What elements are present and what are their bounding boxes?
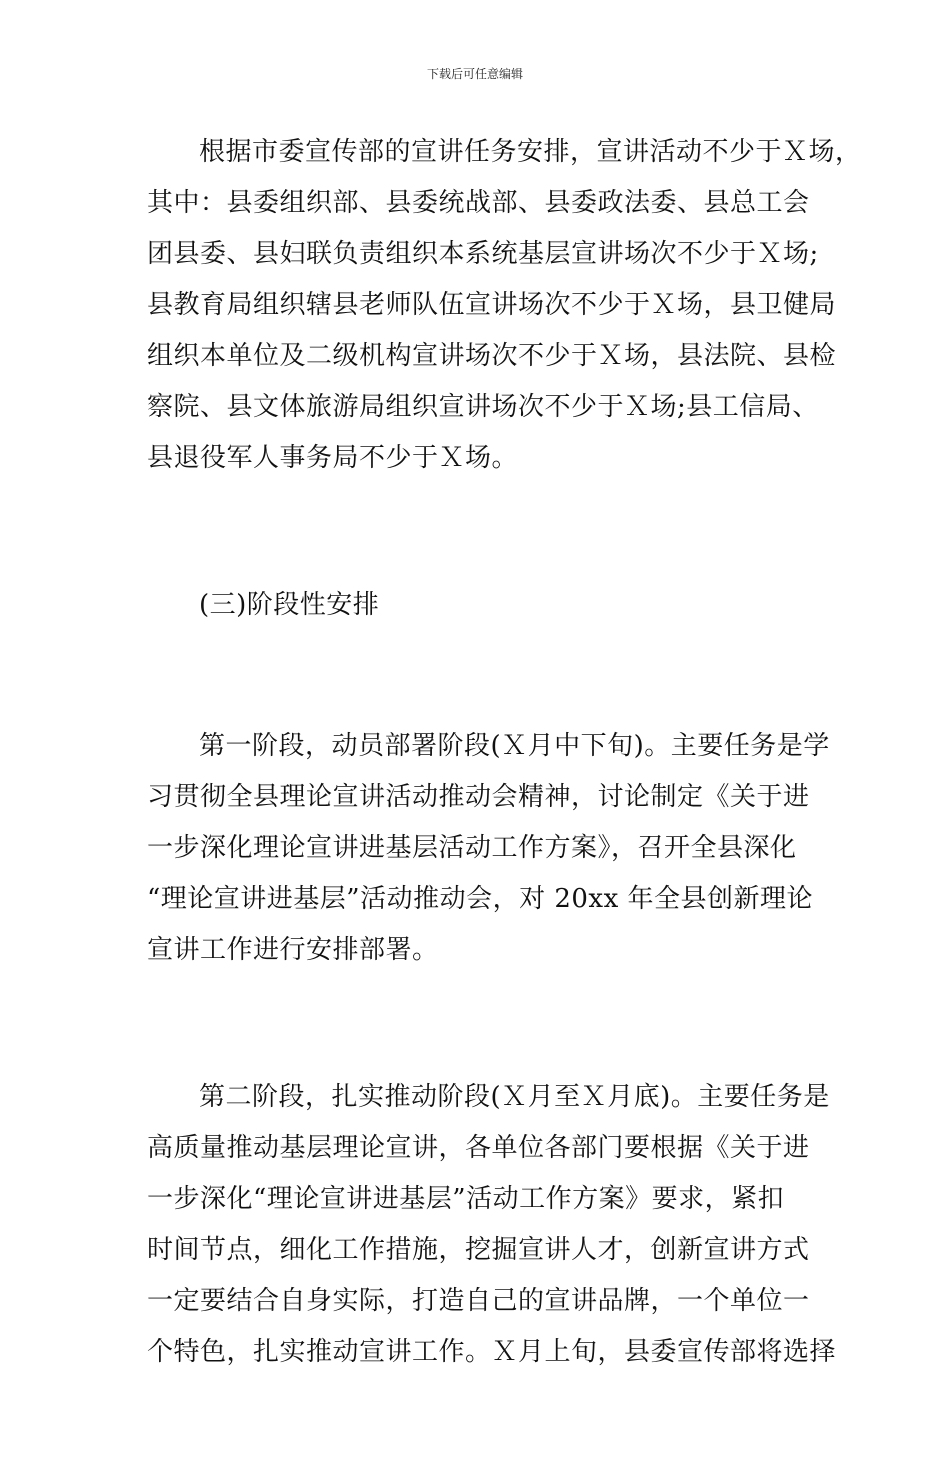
document-body	[147, 127, 862, 1474]
text-line: 一定要结合自身实际，打造自己的宣讲品牌，一个单位一	[147, 1286, 810, 1316]
text-line: 时间节点，细化工作措施，挖掘宣讲人才，创新宣讲方式	[147, 1235, 810, 1265]
text-line: 团县委、县妇联负责组织本系统基层宣讲场次不少于Ｘ场;	[147, 239, 819, 269]
text-line: “理论宣讲进基层”活动推动会，对 20xx 年全县创新理论	[147, 884, 814, 914]
text-line: 第二阶段，扎实推动阶段(Ｘ月至Ｘ月底)。主要任务是	[199, 1082, 830, 1112]
text-line: 县教育局组织辖县老师队伍宣讲场次不少于Ｘ场，县卫健局	[147, 290, 837, 320]
text-line: 一步深化理论宣讲进基层活动工作方案》，召开全县深化	[147, 833, 797, 863]
paragraph-task-arrangement	[147, 127, 862, 484]
text-line: 习贯彻全县理论宣讲活动推动会精神，讨论制定《关于进	[147, 782, 810, 812]
paragraph-stage-one	[147, 721, 830, 976]
text-line: 个特色，扎实推动宣讲工作。Ｘ月上旬，县委宣传部将选择	[147, 1337, 837, 1367]
text-line: 高质量推动基层理论宣讲，各单位各部门要根据《关于进	[147, 1133, 810, 1163]
text-line: 宣讲工作进行安排部署。	[147, 935, 439, 965]
heading-text: (三)阶段性安排	[199, 590, 380, 620]
text-line: 县退役军人事务局不少于Ｘ场。	[147, 443, 519, 473]
paragraph-stage-two	[147, 1072, 837, 1378]
text-line: 根据市委宣传部的宣讲任务安排，宣讲活动不少于Ｘ场，	[199, 137, 862, 167]
text-line: 第一阶段，动员部署阶段(Ｘ月中下旬)。主要任务是学	[199, 731, 830, 761]
section-heading	[147, 580, 812, 631]
text-line: 察院、县文体旅游局组织宣讲场次不少于Ｘ场;县工信局、	[147, 392, 819, 422]
text-line: 其中：县委组织部、县委统战部、县委政法委、县总工会	[147, 188, 810, 218]
text-line: 组织本单位及二级机构宣讲场次不少于Ｘ场，县法院、县检	[147, 341, 837, 371]
text-line: 一步深化“理论宣讲进基层”活动工作方案》要求，紧扣	[147, 1184, 785, 1214]
page-header: 下载后可任意编辑	[426, 67, 523, 81]
